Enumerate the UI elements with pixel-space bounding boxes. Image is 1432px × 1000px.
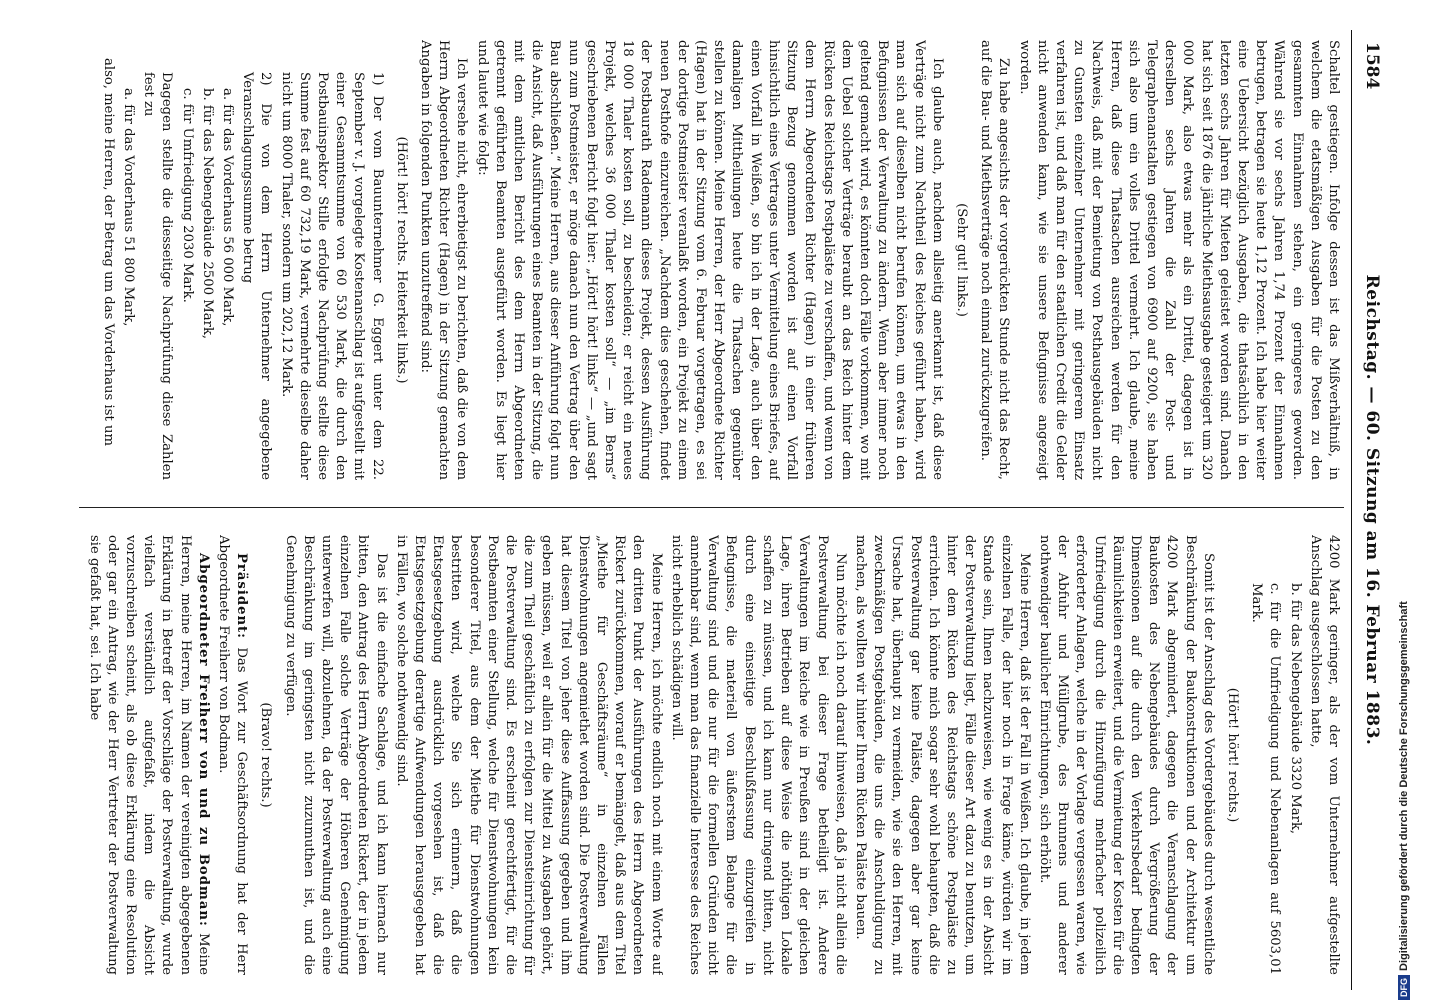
left-column-paragraph: 1) Der vom Bauunternehmer G. Eggert unter dem 22. September v. J. vorgelegte Kostenanschlag ist aufgestellt mit einer Gesammtsumme von 60 530 Mark, die durch den Postbauinspektor Stille erfolgte Nachprüfung stellte diese Summe fest auf 60 732,19 Mark, vermehrte dieselbe daher nicht um 8000 Thaler, sondern um 202,12 Mark. <box>278 72 385 480</box>
right-column-paragraph: Meine Herren, ich möchte endlich noch mit einem Worte auf den dritten Punkt der Ausführungen des Herrn Abgeordneten Rickert zurückkommen, worauf er bemängelt, daß aus dem Titel „Miethe für Geschäftsräume“ in einzelnen Fällen Dienstwohnungen angemiethet worden sind. Die Postverwaltung hat diesem Titel von jeher diese Auffassung gegeben und ihm geben müssen, weil er allein für die Mittel zu Ausgaben gehört, die zum Theil geschäftlich zu erfolgen zur Diensteinrichtung für die Postverwaltung sind. Es erscheint gerechtfertigt, für die Postbeamten einer Stellung, welche für Dienstwohnungen kein besonderer Titel, aus dem der Miethe für Dienstwohnungen bestritten wird, welche Sie sich erinnern, daß die Etatsgesetzgebung ausdrücklich vorgesehen ist, daß die Etatsgesetzgebung derartige Aufwendungen herausgegeben hat in Fällen, wo solche nothwendig sind. <box>393 535 664 975</box>
speech-text: Meine Herren, meine Herren, im Namen der vereinigten abgegebenen Erklärung in Betreff der Vorschläge der Postverwaltung, wurde vielfach verständlich aufgefaßt, indem die Absicht vorzuschreiben scheint, als ob diese Erklärung eine Resolution oder gar ein Antrag, wie der Herr Vertreter der Postverwaltung sie gefaßt hat, sei. Ich habe <box>86 535 211 975</box>
right-column-paragraph: (Bravo! rechts.) <box>258 702 274 808</box>
speaker-name: Abgeordneter Freiherr von und zu Bodman: <box>195 553 211 927</box>
rotated-page <box>72 30 1392 990</box>
right-column-paragraph <box>84 535 211 975</box>
left-column-paragraph: (Hört! hört! rechts. Heiterkeit links.) <box>393 136 409 384</box>
left-column <box>82 40 1342 480</box>
left-column-paragraph: b. für das Nebengebäude 2500 Mark, <box>199 88 215 340</box>
right-column <box>82 535 1342 975</box>
left-column-paragraph: c. für Umfriedigung 2030 Mark. <box>179 88 195 303</box>
left-column-paragraph: a. für das Vorderhaus 51 800 Mark, <box>121 88 136 327</box>
left-column-paragraph: Zu habe angesichts der vorgerückten Stunde nicht das Recht, auf die Bau- und Miethsverträge noch einmal zurückzugreifen. <box>978 40 1012 480</box>
left-column-paragraph: a. für das Vorderhaus 56 000 Mark, <box>220 88 236 327</box>
dfg-logo: DFG <box>1398 975 1410 1000</box>
speech-text: Das Wort zur Geschäftsordnung hat der Herr Abgeordnete Freiherr von Bodman. <box>216 535 250 975</box>
left-column-paragraph: 2) Die von dem Herrn Unternehmer angegebene Veranschlagungssumme betrug <box>240 72 274 480</box>
right-column-paragraph <box>214 535 250 975</box>
running-title: Reichstag. — 60. Sitzung am 16. Februar 1883. <box>1362 274 1382 746</box>
right-column-paragraph: 4200 Mark geringer, als der vom Unternehmer aufgestellte Anschlag ausgeschlossen hatte, <box>1307 535 1341 975</box>
right-column-paragraph: c. für die Umfriedigung und Nebenanlagen auf 5603,01 Mark. <box>1249 583 1283 975</box>
right-column-paragraph: Meine Herren, daß ist der Fall in Weißen. Ich glaube, in jedem einzelnen Falle, der hier noch in Frage käme, würden wir im Stande sein, Ihnen nachzuweisen, wie wenig es in der Absicht der Postverwaltung liegt, Fälle dieser Art dazu zu benutzen, um hinter dem Rücken des Reichstags schöne Postpaläste zu errichten. Ich könnte mich sogar sehr wohl behaupten, daß die Postverwaltung gar keine Paläste, dagegen aber gar keine Ursache hat, überhaupt zu vermeiden, wie sie den Herren, mit zweckmäßigen Postgebäuden, die uns die Anschuldigung zu machen, als wollten wir hinter Ihrem Rücken Paläste bauen. <box>852 535 1032 975</box>
left-column-paragraph: (Sehr gut! links.) <box>953 203 969 317</box>
column-divider <box>79 507 1344 508</box>
right-column-paragraph: (Hört! hört! rechts.) <box>1224 687 1240 823</box>
right-column-paragraph: Das ist die einfache Sachlage, und ich kann hiernach nur bitten, den Antrag des Herrn Abgeordneten Rickert, der in jedem einzelnen Falle solche Verträge der Höheren Genehmigung unterwerfen will, abzulehnen, da der Postverwaltung auch eine Beschränkung im geringsten nicht zuzumuthen ist, und die Genehmigung zu verfügen. <box>282 535 389 975</box>
page-header <box>1351 30 1392 990</box>
right-column-paragraph: Somit ist der Anschlag des Vordergebäudes durch wesentliche Beschränkung der Baukonstruktionen und der Architektur um 4200 Mark abgemindert, dagegen die Veranschlagung der Baukosten des Nebengebäudes durch Vergrößerung der Dimensionen auf die durch den Verkehrsbedarf bedingten Räumlichkeiten erweitert, und die Vermietung der Kosten für die Umfriedigung durch die Hinzufügung mehrfacher polizeilich erforderter Anlagen, welche in der Vorlage vergessen waren, wie der Abfuhr und Müllgrube, des Brunnens und anderer nothwendiger baulicher Einrichtungen, sich erhöht. <box>1036 535 1216 975</box>
left-column-paragraph: Ich versehe nicht, ehrerbietigst zu berichten, daß die von dem Herrn Abgeordneten Richter (Hagen) in der Sitzung gemachten Angaben in folgenden Punkten unzutreffend sind: <box>418 40 470 480</box>
page-number: 1584 <box>1362 42 1382 90</box>
left-column-paragraph: Dagegen stellte die diesseitige Nachprüfung diese Zahlen fest zu <box>141 72 175 480</box>
right-column-paragraph: Nun möchte ich noch darauf hinweisen, daß ja nicht allein die Postverwaltung bei dieser Frage betheiligt ist. Andere Verwaltungen im Reiche wie in Preußen sind in der gleichen Lage, ihren Betrieben auf diese Weise die nöthigen Lokale schaffen zu müssen, und ich kann nur dringend bitten, nicht durch eine einseitige Beschlußfassung einzugreifen in Befugnisse, die materiell von äußerstem Belange für die Verwaltung sind und die nur für die formellen Gründen nicht annehmbar sind, wenn man das finanzielle Interesse des Reiches nicht erheblich schädigen will. <box>668 535 848 975</box>
speaker-name: Präsident: <box>234 553 250 640</box>
digitization-note: Digitalisierung gefördert durch die Deutsche Forschungsgemeinschaft <box>1398 601 1410 971</box>
dfg-footer-note <box>1398 600 1410 1000</box>
left-column-paragraph: Ich glaube auch, nachdem allseitig anerkannt ist, daß diese Verträge nicht zum Nachtheil des Reiches geführt haben, wird man sich auf dieselben nicht berufen können, um etwas in den Befugnissen der Verwaltung zu ändern. Wenn aber immer noch geltend gemacht wird, es könnten doch Fälle vorkommen, wo mit dem Uebel solcher Verträge beraubt an das Reich hinter dem Rücken des Reichstags Postpaläste zu verschaffen, und wenn von dem Herrn Abgeordneten Richter (Hagen) in einer früheren Sitzung Bezug genommen worden ist auf einen Vorfall hinsichtlich eines Vertrages unter Vermittelung eines Briefes, auf einen Vorfall in Weißen, so bin ich in der Lage, auch über den damaligen Mittheilungen heute die Thatsachen gegenüber stellen zu können. Meine Herren, der Herr Abgeordnete Richter (Hagen) hat in der Sitzung vom 6. Februar vorgetragen, es sei der dortige Postmeister veranlaßt worden, ein Projekt zu einem neuen Posthofe einzureichen. „Nachdem dies geschehen, findet der Postbaurath Rademann dieses Projekt, dessen Ausführung 18 000 Thaler kosten soll, zu bescheiden; er reicht ein neues Projekt, welches 36 000 Thaler kosten soll“ — „im Berns“ geschriebenen Bericht folgt hier: „Hört! hört! links“ — „und sagt nun zum Postmeister, er möge danach nun den Vertrag über den Bau abschließen.“ Meine Herren, aus dieser Anführung folgt nun die Ansicht, daß Ausführungen eines Beamten in der Sitzung, die mit dem amtlichen Bericht des dem Herrn Abgeordneten getrennt geführten Beamten ausgeführt worden. Es liegt hier und lautet wie folgt: <box>474 40 945 480</box>
left-column-paragraph: also, meine Herren, der Betrag um das Vorderhaus ist um <box>100 58 116 446</box>
right-column-paragraph: b. für das Nebengebäude 3320 Mark, <box>1287 583 1303 835</box>
left-column-paragraph: Schaltel gestiegen. Infolge dessen ist das Mißverhältniß, in welchem die etatsmäßigen Ausgaben für die Posten zu den gesammten Einnahmen stehen, ein geringeres geworden. Während sie vor sechs Jahren 1,74 Prozent der Einnahmen betrugen, betragen sie heute 1,12 Prozent. Ich habe hier weiter eine Uebersicht bezüglich Ausgaben, die thatsächlich in den letzten sechs Jahren für Mieten geleistet worden sind. Danach hat sich seit 1876 die jährliche Miethsausgabe gesteigert um 320 000 Mark, also etwas mehr als ein Drittel, dagegen ist in derselben sechs Jahren die Zahl der Post- und Telegraphenanstalten gestiegen von 6900 auf 9200, sie haben sich also um ein volles Drittel vermehrt. Ich glaube, meine Herren, daß diese Thatsachen ausreichen werden für den Nachweis, daß mit der Bemietung von Posthausgebäuden nicht zu Gunsten einzelner Unternehmer mit geringerem Einsatz verfahren ist, und daß man für den staatlichen Credit die Gelder nicht anwenden kann, wie sie unsere Befugnisse angezeigt worden. <box>1016 40 1341 480</box>
